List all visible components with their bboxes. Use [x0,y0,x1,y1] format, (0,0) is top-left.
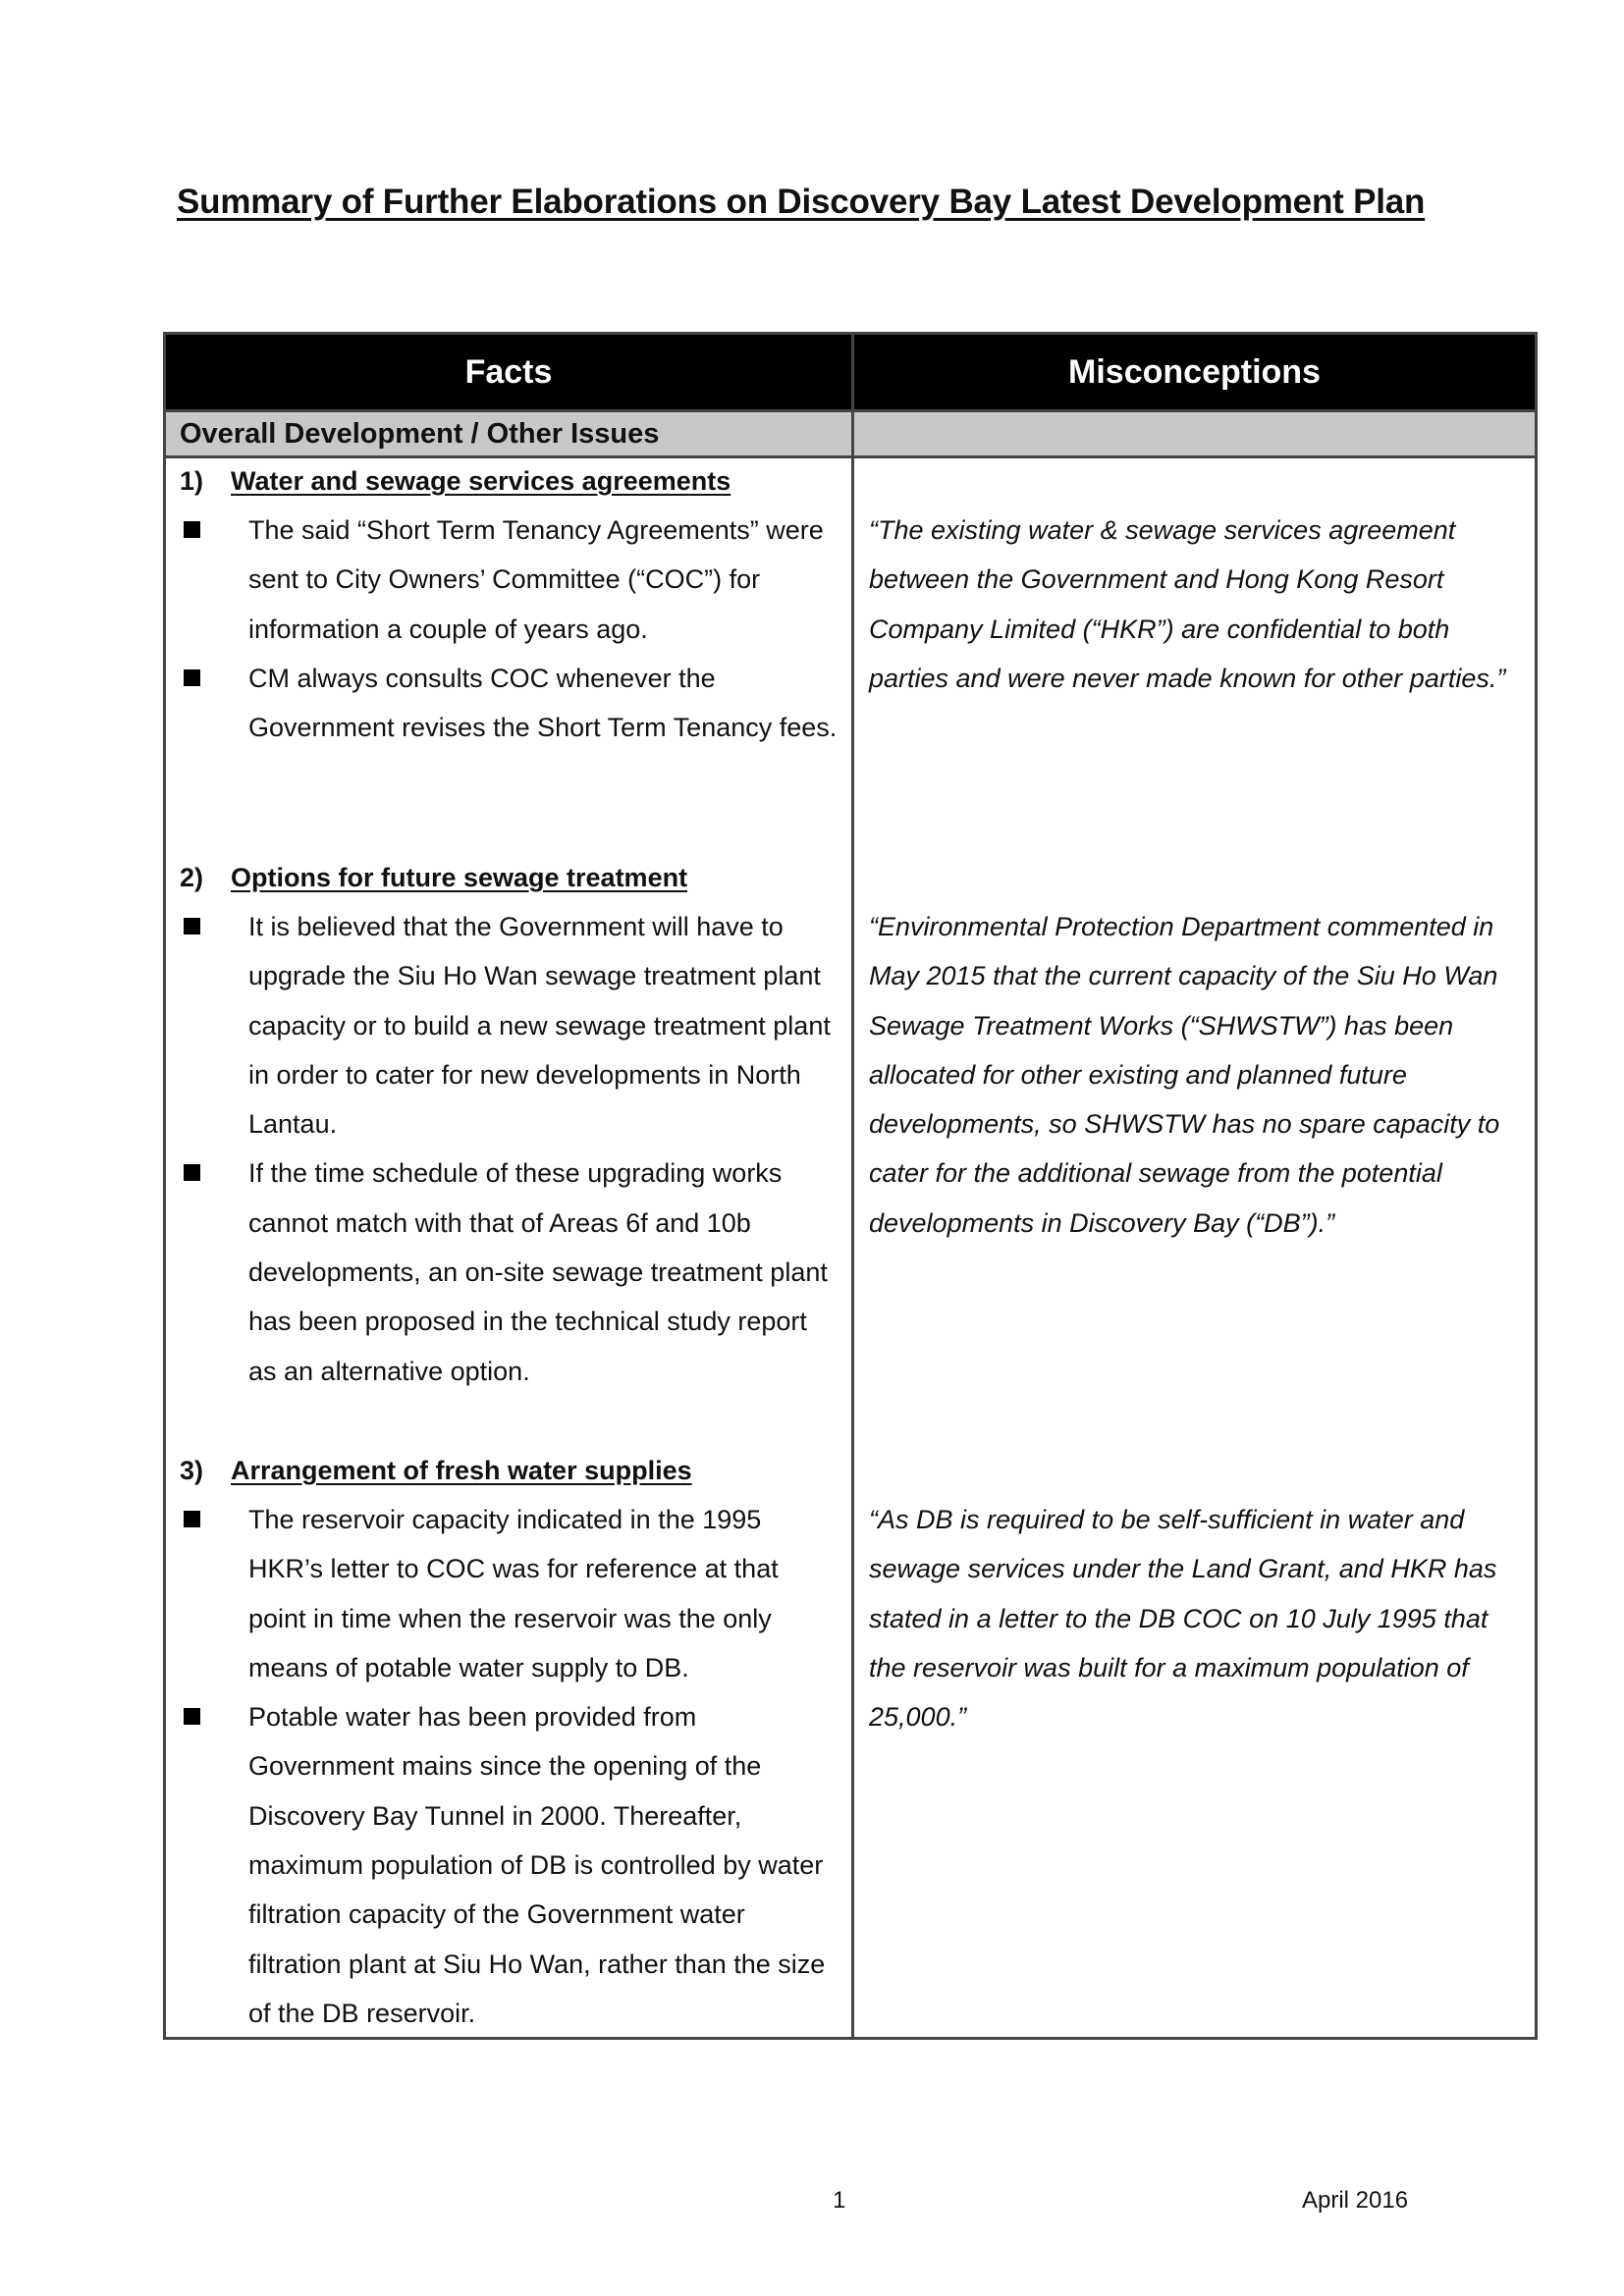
item-heading-2 [180,853,687,902]
bullet-square-icon [184,1511,200,1527]
document-title: Summary of Further Elaborations on Discovery Bay Latest Development Plan [177,183,1426,221]
misconception-text-1: “The existing water & sewage services agreement between the Government and Hong Kong Resort Company Limited (“HKR”) are confidential to both parties and were never made known for other parties.” [869,515,1506,693]
item-heading-text: Water and sewage services agreements [231,466,731,496]
bullet-square-icon [184,918,200,934]
item-number: 3) [180,1456,204,1485]
bullet-square-icon [184,1708,200,1725]
facts-list-2 [180,902,838,1396]
item-heading-1 [180,456,731,506]
list-item [180,1692,838,2038]
section-row [166,409,1535,458]
column-divider [851,335,854,2037]
item-number: 2) [180,863,204,892]
misconceptions-column-header: Misconceptions [1068,353,1321,391]
table-header-row [166,335,1535,409]
list-item [180,1495,838,1692]
bullet-square-icon [184,669,200,686]
misconception-text-3: “As DB is required to be self-sufficient in water and sewage services under the Land Grant, and HKR has stated in a letter to the DB COC on 10 July 1995 that the reservoir was built for a maximum population of 25,000.” [869,1505,1497,1733]
misconception-text-2: “Environmental Protection Department commented in May 2015 that the current capacity of the Siu Ho Wan Sewage Treatment Works (“SHWSTW”) has been allocated for other existing and planned future developments, so SHWSTW has no spare capacity to cater for the additional sewage from the potential developments in Discovery Bay (“DB”).” [869,912,1500,1238]
item-heading-text: Options for future sewage treatment [231,863,688,892]
footer-date: April 2016 [1302,2187,1409,2214]
fact-text: It is believed that the Government will have to upgrade the Siu Ho Wan sewage treatment plant capacity or to build a new sewage treatment plant in order to cater for new developments in North Lantau. [248,912,831,1140]
item-number: 1) [180,466,204,496]
fact-text: Potable water has been provided from Government mains since the opening of the Discovery Bay Tunnel in 2000. Thereafter, maximum population of DB is controlled by water filtration capacity of the Government water filtration plant at Siu Ho Wan, rather than the size of the DB reservoir. [248,1702,826,2028]
bullet-square-icon [184,521,200,538]
facts-list-1 [180,506,838,752]
item-heading-3 [180,1446,692,1495]
facts-list-3 [180,1495,838,2038]
fact-text: If the time schedule of these upgrading works cannot match with that of Areas 6f and 10b developments, an on-site sewage treatment plant has been proposed in the technical study report as an alternative option. [248,1158,828,1386]
page-number: 1 [833,2187,846,2214]
facts-column-header: Facts [464,353,553,391]
list-item [180,1148,838,1395]
fact-text: CM always consults COC whenever the Government revises the Short Term Tenancy fees. [248,663,838,743]
list-item [180,902,838,1148]
list-item [180,654,838,753]
fact-text: The said “Short Term Tenancy Agreements” were sent to City Owners’ Committee (“COC”) for information a couple of years ago. [248,515,824,644]
list-item [180,506,838,654]
facts-misconceptions-table [163,332,1538,2040]
item-heading-text: Arrangement of fresh water supplies [231,1456,692,1485]
bullet-square-icon [184,1164,200,1181]
fact-text: The reservoir capacity indicated in the 1995 HKR’s letter to COC was for reference at that point in time when the reservoir was the only means of potable water supply to DB. [248,1505,779,1682]
section-label: Overall Development / Other Issues [180,418,660,450]
